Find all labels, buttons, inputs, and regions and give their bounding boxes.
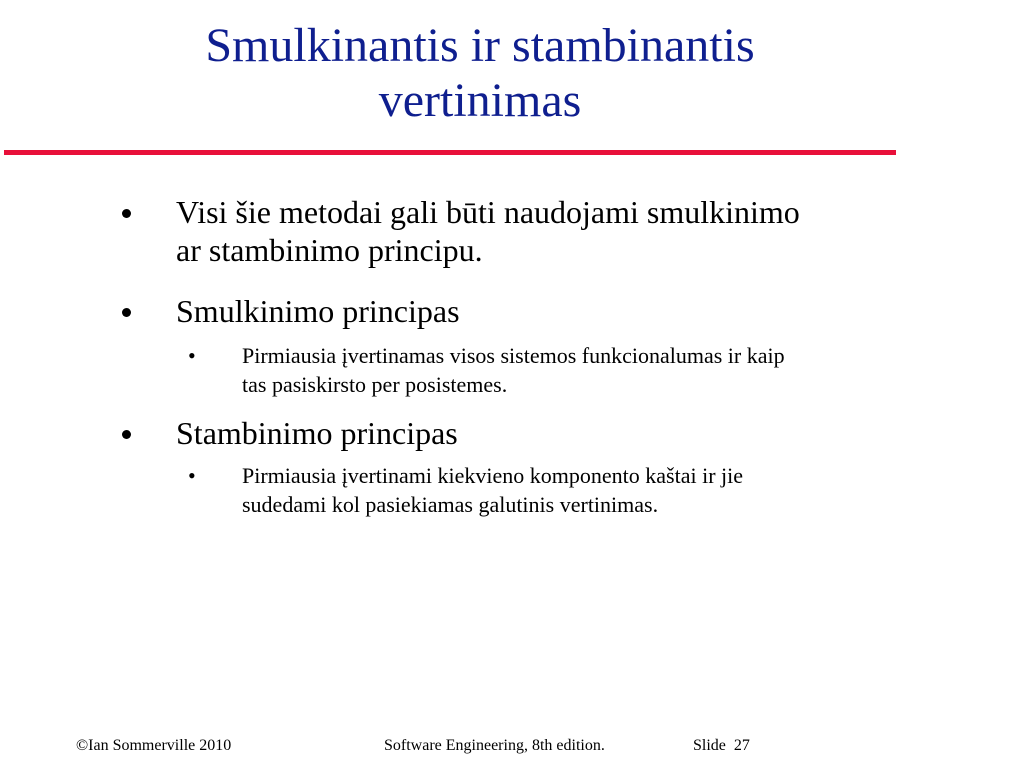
bullet-3 <box>176 414 976 452</box>
sub-bullet-2-1-line-1: Pirmiausia įvertinamas visos sistemos funkcionalumas ir kaip <box>242 343 785 368</box>
bullet-1 <box>176 193 976 269</box>
slide-title-line-1: Smulkinantis ir stambinantis <box>205 19 755 72</box>
bullet-2 <box>176 292 976 330</box>
sub-bullet-2-1 <box>188 341 972 399</box>
sub-bullet-3-1-line-1: Pirmiausia įvertinami kiekvieno komponento kaštai ir jie <box>242 463 744 488</box>
sub-bullet-3-1-line-2: sudedami kol pasiekiamas galutinis vertinimas. <box>242 492 659 517</box>
bullet-dot-icon <box>122 430 131 439</box>
footer-slide-label: Slide <box>693 737 726 754</box>
footer-slide-number <box>693 736 750 756</box>
bullet-dot-icon <box>122 209 131 218</box>
sub-bullet-dot-icon: • <box>188 463 196 488</box>
footer-book-title: Software Engineering, 8th edition. <box>384 737 605 754</box>
bullet-dot-icon <box>122 308 131 317</box>
slide-title-line-2: vertinimas <box>378 74 582 127</box>
sub-bullet-2-1-line-2: tas pasiskirsto per posistemes. <box>242 372 508 397</box>
bullet-2-text: Smulkinimo principas <box>176 293 460 329</box>
footer-copyright: ©Ian Sommerville 2010 <box>76 737 232 754</box>
bullet-1-line-1: Visi šie metodai gali būti naudojami smulkinimo <box>176 194 800 230</box>
footer-slide-value: 27 <box>733 737 750 754</box>
bullet-3-text: Stambinimo principas <box>176 415 458 451</box>
sub-bullet-3-1 <box>188 461 972 519</box>
sub-bullet-dot-icon: • <box>188 343 196 368</box>
bullet-1-line-2: ar stambinimo principu. <box>176 232 483 268</box>
